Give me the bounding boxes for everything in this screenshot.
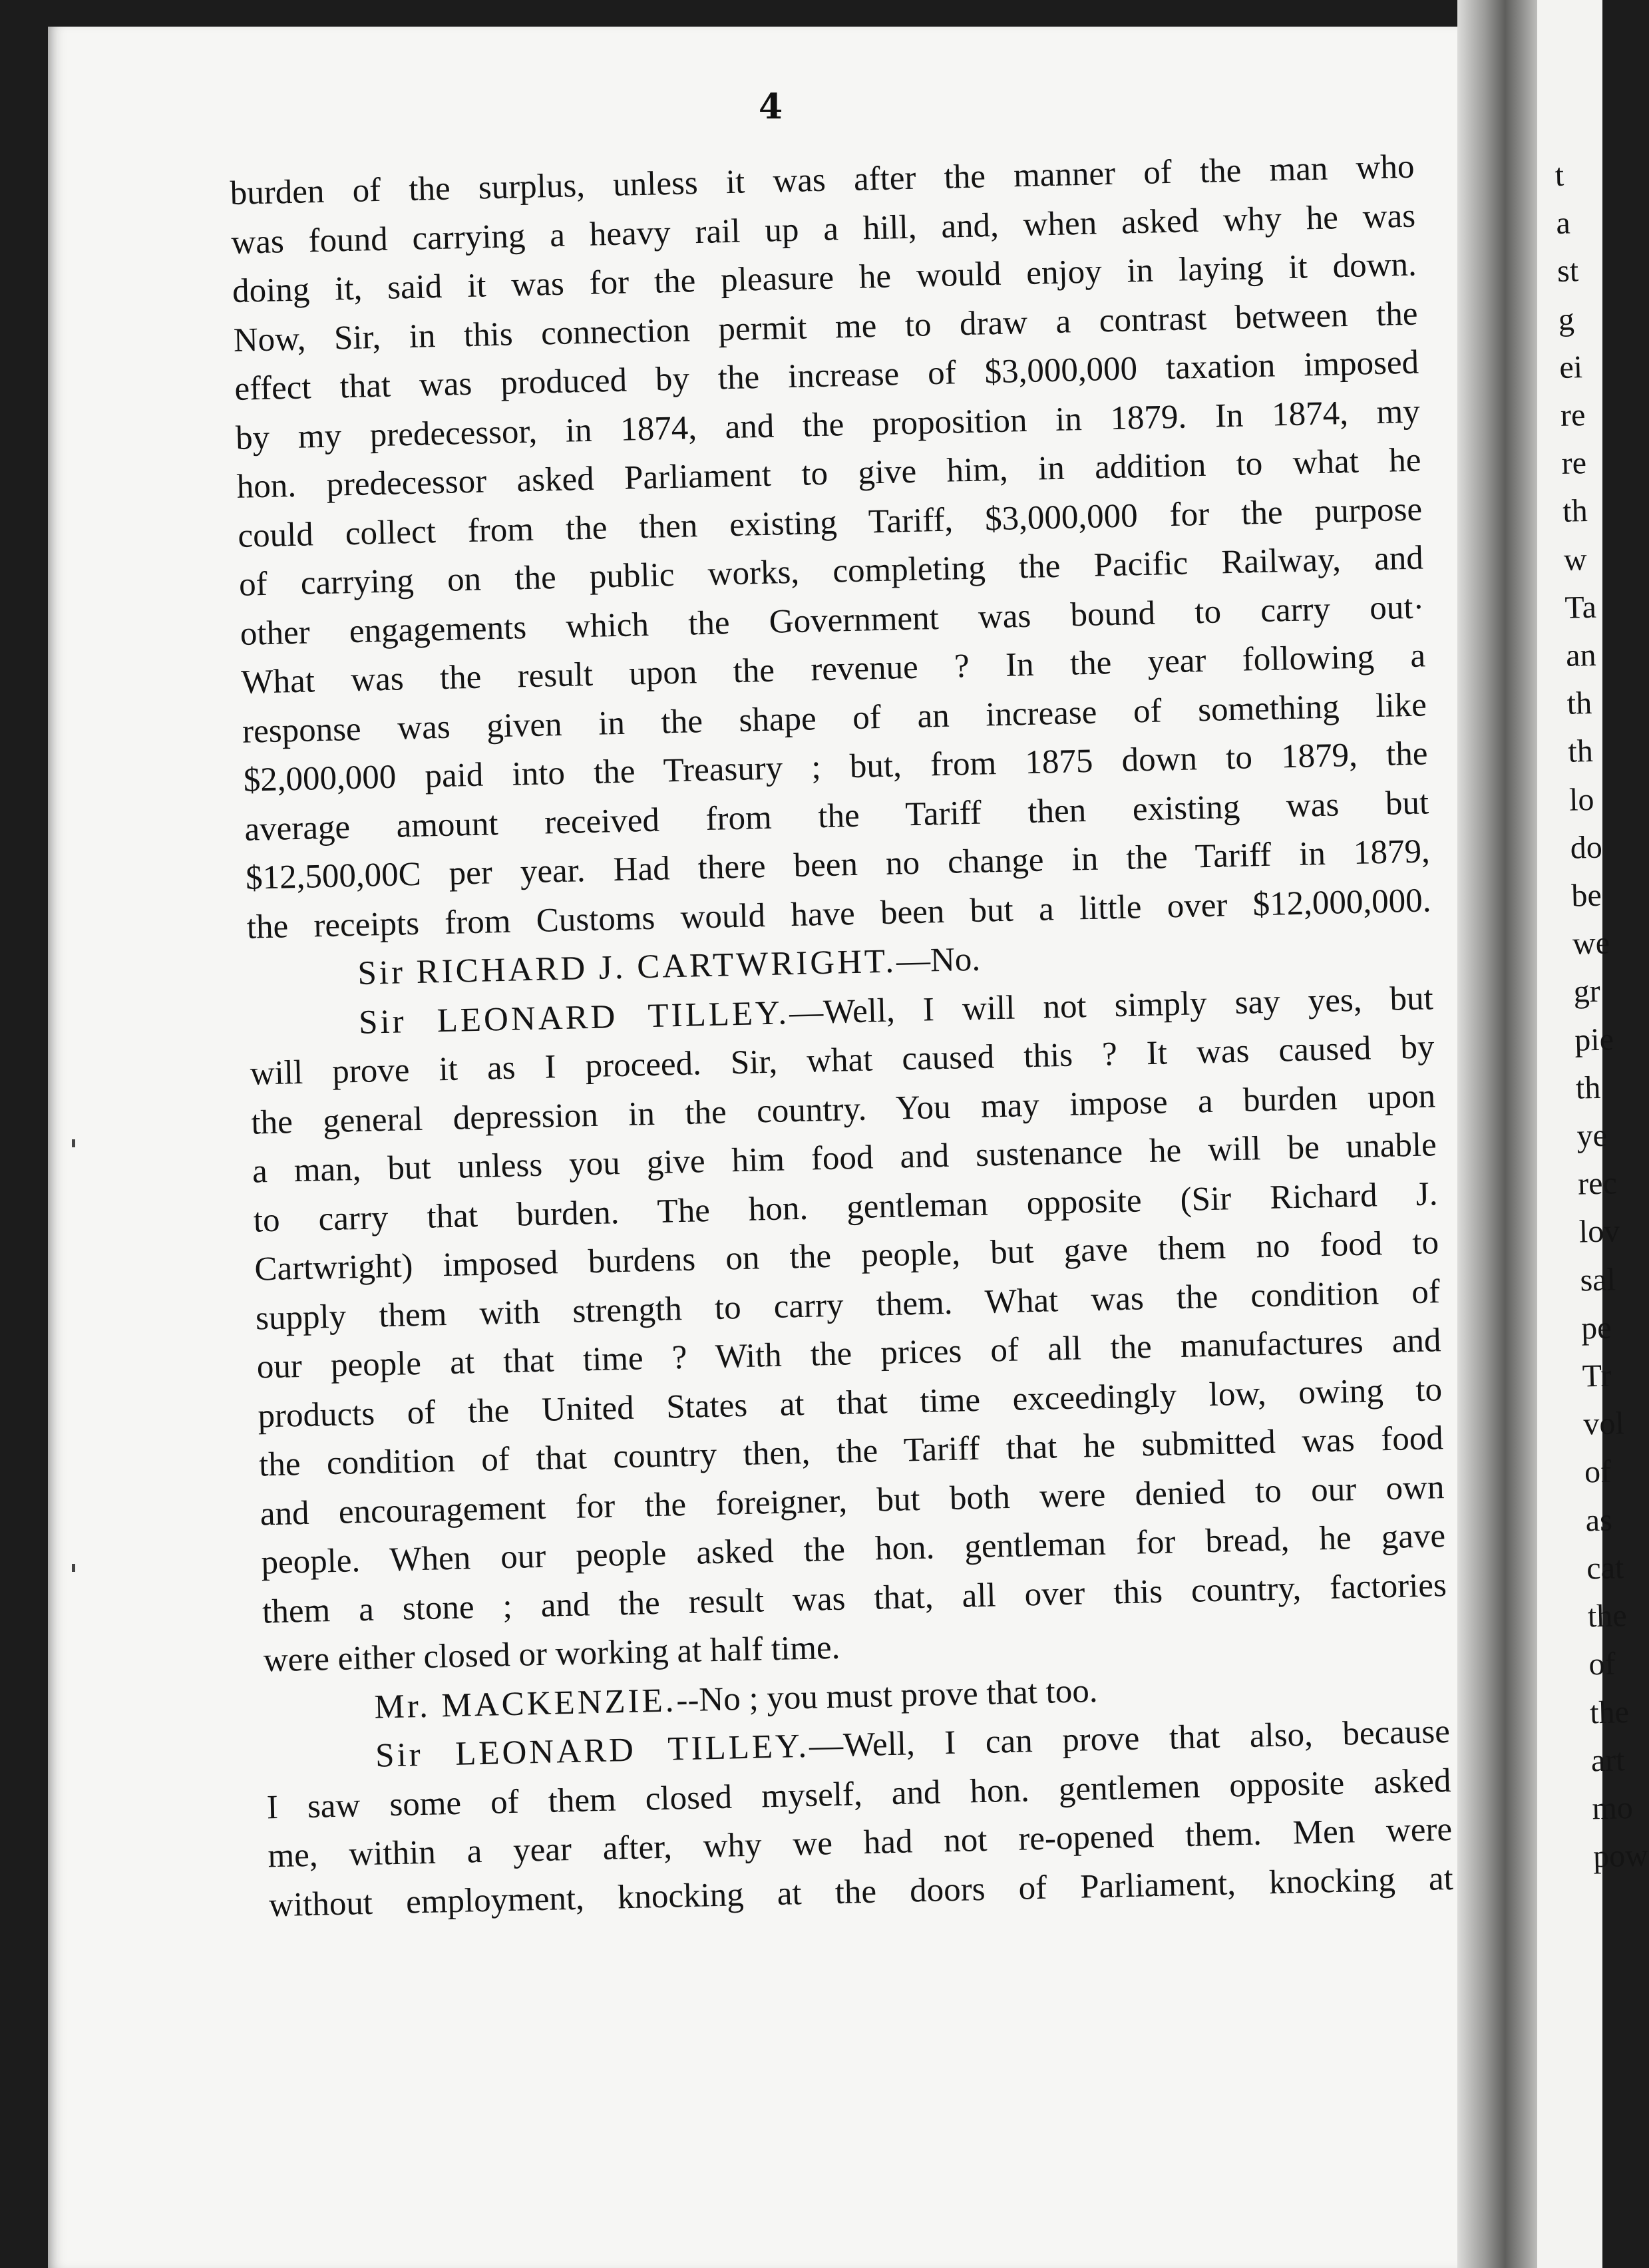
word-fragment: do bbox=[1570, 829, 1603, 866]
text-line: to carry that burden. The hon. gentleman opposite (Sir Richard J. bbox=[253, 1175, 1439, 1240]
word-fragment: re bbox=[1560, 397, 1586, 433]
speech-text: —Well, I can prove that also, because bbox=[809, 1713, 1451, 1765]
speaker-name: Sir LEONARD TILLEY. bbox=[358, 994, 790, 1041]
text-line: me, within a year after, why we had not re-opened them. Men were bbox=[267, 1810, 1453, 1875]
word-fragment: be bbox=[1570, 877, 1602, 914]
word-fragment: sal bbox=[1579, 1262, 1616, 1298]
word-fragment: as bbox=[1585, 1502, 1613, 1539]
scan-mark bbox=[72, 1564, 75, 1572]
word-fragment: t bbox=[1555, 157, 1564, 193]
word-fragment: of bbox=[1584, 1454, 1612, 1490]
word-fragment: lov bbox=[1578, 1213, 1620, 1250]
text-line: could collect from the then existing Tariff, $3,000,000 for the purpose bbox=[237, 490, 1423, 555]
text-line: other engagements which the Government was bound to carry out· bbox=[240, 588, 1425, 653]
text-line: our people at that time ? With the prices of all the manufactures and bbox=[256, 1322, 1442, 1386]
word-fragment: art bbox=[1590, 1742, 1626, 1779]
word-fragment: vol bbox=[1582, 1406, 1625, 1442]
text-line: What was the result upon the revenue ? In the year following a bbox=[240, 637, 1426, 701]
word-fragment: pow bbox=[1592, 1837, 1649, 1875]
text-line: Cartwright) imposed burdens on the people, but gave them no food to bbox=[254, 1224, 1439, 1288]
word-fragment: pie bbox=[1574, 1021, 1614, 1058]
word-fragment: th bbox=[1567, 733, 1594, 770]
word-fragment: mo bbox=[1591, 1790, 1634, 1827]
text-line: will prove it as I proceed. Sir, what caused this ? It was caused by bbox=[250, 1028, 1435, 1093]
word-fragment: gr bbox=[1573, 974, 1601, 1010]
text-line: doing it, said it was for the pleasure he would enjoy in laying it down. bbox=[232, 246, 1417, 310]
speaker-name: Sir LEONARD TILLEY. bbox=[375, 1727, 810, 1775]
text-line: without employment, knocking at the doors of Parliament, knocking at bbox=[268, 1859, 1454, 1924]
word-fragment: re bbox=[1561, 445, 1587, 482]
word-fragment: ei bbox=[1558, 349, 1583, 385]
text-line: I saw some of them closed myself, and hon. gentlemen opposite asked bbox=[266, 1762, 1452, 1826]
text-line: were either closed or working at half time. bbox=[263, 1628, 840, 1680]
text-line: of carrying on the public works, completing the Pacific Railway, and bbox=[238, 539, 1424, 604]
text-line: was found carrying a heavy rail up a hill, and, when asked why he was bbox=[230, 197, 1416, 262]
text-line: $12,500,00C per year. Had there been no change in the Tariff in 1879, bbox=[245, 833, 1431, 897]
text-line: supply them with strength to carry them. What was the condition of bbox=[255, 1272, 1441, 1338]
word-fragment: th bbox=[1575, 1069, 1601, 1106]
word-fragment: st bbox=[1557, 253, 1579, 289]
text-line: a man, but unless you give him food and sustenance he will be unable bbox=[252, 1126, 1437, 1191]
word-fragment: Tr bbox=[1582, 1358, 1612, 1394]
word-fragment: w bbox=[1563, 541, 1588, 578]
speech-text: —No. bbox=[896, 940, 981, 980]
text-line: people. When our people asked the hon. gentleman for bread, he gave bbox=[260, 1517, 1446, 1582]
word-fragment: we bbox=[1572, 925, 1610, 962]
text-line: average amount received from the Tariff then existing was but bbox=[244, 783, 1429, 849]
speech-text: —Well, I will not simply say yes, but bbox=[789, 979, 1434, 1032]
word-fragment: g bbox=[1558, 301, 1575, 337]
text-line: effect that was produced by the increase of $3,000,000 taxation imposed bbox=[234, 343, 1419, 408]
speaker-name: Sir RICHARD J. CARTWRIGHT. bbox=[357, 942, 897, 992]
word-fragment: of bbox=[1588, 1646, 1616, 1682]
text-line: hon. predecessor asked Parliament to give him, in addition to what he bbox=[236, 441, 1421, 506]
text-line: the general depression in the country. You may impose a burden upon bbox=[250, 1077, 1436, 1142]
text-line: and encouragement for the foreigner, but both were denied to our own bbox=[260, 1468, 1445, 1533]
text-line: them a stone ; and the result was that, all over this country, factories bbox=[262, 1566, 1447, 1630]
word-fragment: pe bbox=[1580, 1310, 1612, 1346]
text-line: by my predecessor, in 1874, and the proposition in 1879. In 1874, my bbox=[235, 393, 1421, 457]
scan-mark bbox=[72, 1139, 75, 1147]
text-line: the receipts from Customs would have been but a little over $12,000,000. bbox=[246, 881, 1432, 946]
text-line: $2,000,000 paid into the Treasury ; but, from 1875 down to 1879, the bbox=[243, 735, 1429, 799]
text-line: response was given in the shape of an increase of something like bbox=[242, 685, 1427, 751]
word-fragment: rec bbox=[1577, 1165, 1618, 1202]
speech-text: --No ; you must prove that too. bbox=[675, 1672, 1099, 1719]
word-fragment: th bbox=[1562, 493, 1588, 530]
word-fragment: cat bbox=[1586, 1550, 1624, 1587]
text-line: burden of the surplus, unless it was after the manner of the man who bbox=[230, 148, 1415, 212]
book-gutter bbox=[1457, 0, 1537, 2268]
text-line: the condition of that country then, the Tariff that he submitted was food bbox=[258, 1419, 1444, 1484]
page-body bbox=[230, 143, 1454, 1931]
speaker-name: Mr. MACKENZIE. bbox=[373, 1681, 677, 1726]
word-fragment: the bbox=[1587, 1598, 1628, 1634]
word-fragment: ye bbox=[1576, 1117, 1608, 1154]
word-fragment: the bbox=[1589, 1694, 1630, 1730]
word-fragment: lo bbox=[1568, 781, 1595, 818]
word-fragment: an bbox=[1565, 637, 1597, 673]
page-number: 4 bbox=[759, 87, 783, 127]
word-fragment: Ta bbox=[1564, 589, 1597, 626]
word-fragment: a bbox=[1555, 205, 1571, 242]
text-line: Now, Sir, in this connection permit me to draw a contrast between the bbox=[233, 295, 1418, 359]
word-fragment: th bbox=[1566, 685, 1592, 722]
text-line: products of the United States at that time exceedingly low, owing to bbox=[257, 1370, 1443, 1435]
